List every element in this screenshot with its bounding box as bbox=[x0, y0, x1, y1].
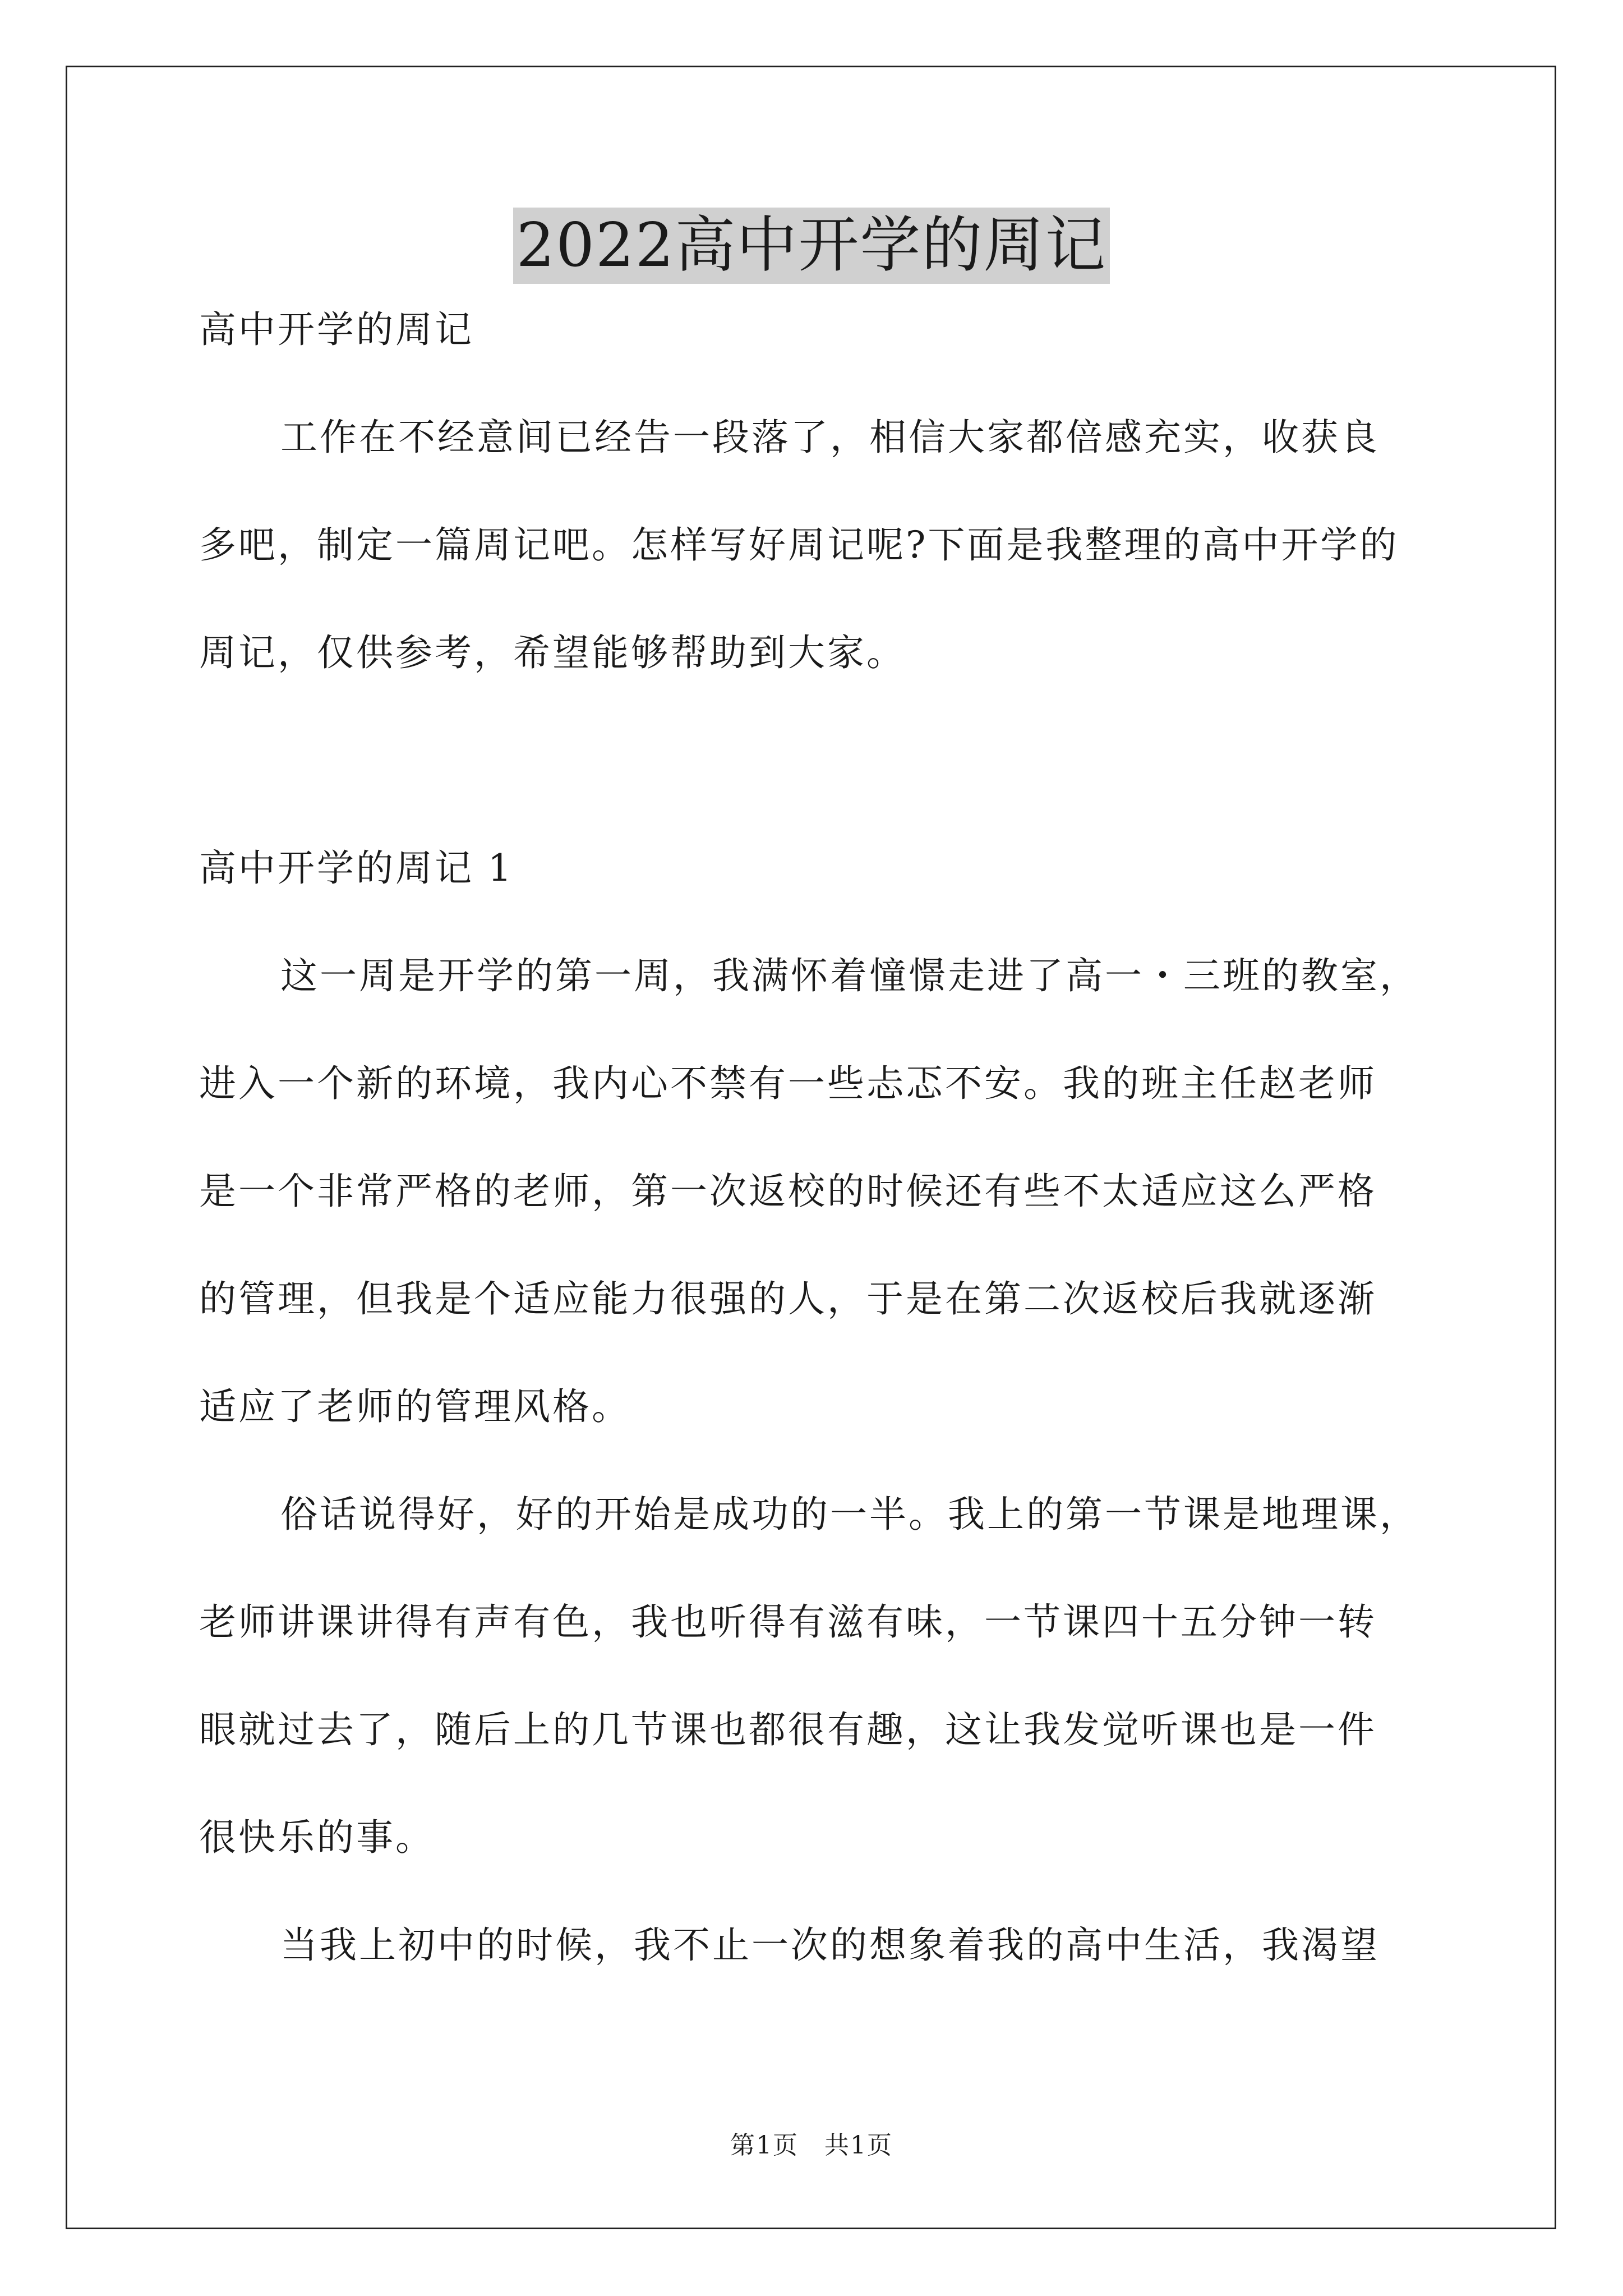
document-subtitle: 高中开学的周记 bbox=[199, 308, 474, 351]
intro-paragraph bbox=[199, 411, 1433, 680]
intro-line: 周记，仅供参考，希望能够帮助到大家。 bbox=[199, 631, 906, 674]
paragraph-line: 老师讲课讲得有声有色，我也听得有滋有味，一节课四十五分钟一转 bbox=[199, 1600, 1377, 1644]
page-footer: 第1页 共1页 bbox=[730, 2131, 893, 2160]
title-wrap bbox=[0, 208, 1623, 284]
paragraph-line: 这一周是开学的第一周，我满怀着憧憬走进了高一・三班的教室， bbox=[280, 954, 1419, 997]
paragraph-3 bbox=[199, 1918, 1433, 1972]
paragraph-line: 进入一个新的环境，我内心不禁有一些忐忑不安。我的班主任赵老师 bbox=[199, 1062, 1377, 1105]
paragraph-line: 的管理，但我是个适应能力很强的人，于是在第二次返校后我就逐渐 bbox=[199, 1277, 1377, 1320]
paragraph-line: 是一个非常严格的老师，第一次返校的时候还有些不太适应这么严格 bbox=[199, 1170, 1377, 1213]
intro-line: 多吧，制定一篇周记吧。怎样写好周记呢?下面是我整理的高中开学的 bbox=[199, 523, 1399, 567]
intro-line: 工作在不经意间已经告一段落了，相信大家都倍感充实，收获良 bbox=[280, 416, 1380, 459]
section-heading: 高中开学的周记 1 bbox=[199, 846, 514, 890]
paragraph-line: 眼就过去了，随后上的几节课也都很有趣，这让我发觉听课也是一件 bbox=[199, 1708, 1377, 1751]
paragraph-line: 当我上初中的时候，我不止一次的想象着我的高中生活，我渴望 bbox=[280, 1924, 1380, 1967]
document-body bbox=[199, 303, 1433, 1972]
paragraph-line: 适应了老师的管理风格。 bbox=[199, 1385, 631, 1428]
paragraph-line: 俗话说得好，好的开始是成功的一半。我上的第一节课是地理课， bbox=[280, 1493, 1419, 1536]
paragraph-1 bbox=[199, 949, 1433, 1434]
document-title: 2022高中开学的周记 bbox=[513, 208, 1110, 284]
paragraph-line: 很快乐的事。 bbox=[199, 1816, 435, 1859]
paragraph-2 bbox=[199, 1488, 1433, 1865]
